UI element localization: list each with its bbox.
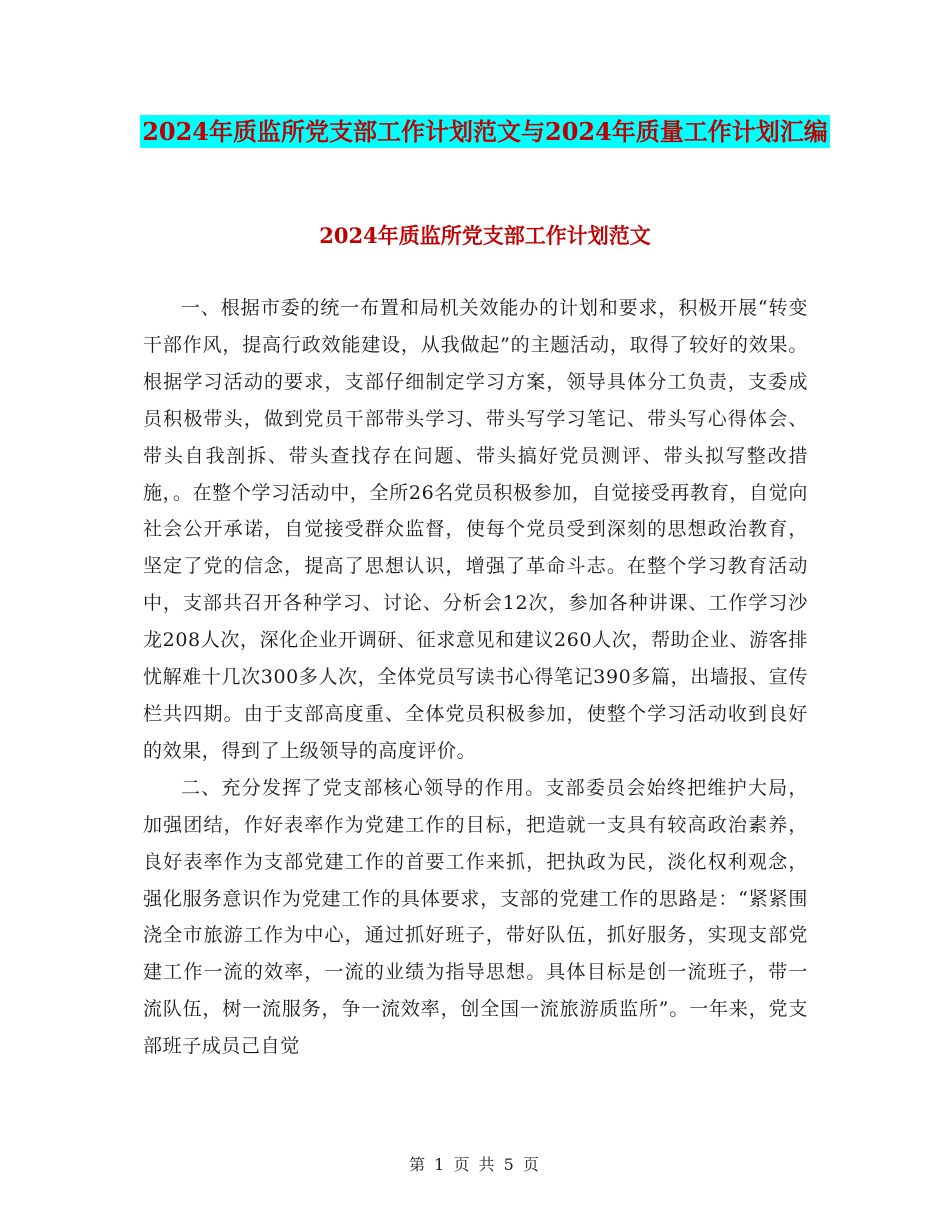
title-highlight: 2024年质监所党支部工作计划范文与2024年质量工作计划汇编 <box>142 117 828 146</box>
section-title: 2024年质监所党支部工作计划范文 <box>319 223 651 248</box>
body-text <box>143 290 808 1065</box>
page-footer: 第 1 页 共 5 页 <box>409 1155 541 1174</box>
paragraph-2: 二、充分发挥了党支部核心领导的作用。支部委员会始终把维护大局，加强团结，作好表率作为党建工作的目标，把造就一支具有较高政治素养，良好表率作为支部党建工作的首要工作来抓，把执政为民，淡化权利观念，强化服务意识作为党建工作的具体要求，支部的党建工作的思路是：“紧紧围浇全市旅游工作为中心，通过抓好班子，带好队伍，抓好服务，实现支部党建工作一流的效率，一流的业绩为指导思想。具体目标是创一流班子，带一流队伍，树一流服务，争一流效率，创全国一流旅游质监所”。一年来，党支部班子成员己自觉 <box>143 776 808 1058</box>
document-title <box>140 111 830 153</box>
paragraph-1: 一、根据市委的统一布置和局机关效能办的计划和要求，积极开展“转变干部作风，提高行政效能建设，从我做起”的主题活动，取得了较好的效果。根据学习活动的要求，支部仔细制定学习方案，领导具体分工负责，支委成员积极带头，做到党员干部带头学习、带头写学习笔记、带头写心得体会、带头自我剖拆、带头查找存在问题、带头搞好党员测评、带头拟写整改措施，。在整个学习活动中，全所26名党员积极参加，自觉接受再教育，自觉向社会公开承诺，自觉接受群众监督，使每个党员受到深刻的思想政治教育，坚定了党的信念，提高了思想认识，增强了革命斗志。在整个学习教育活动中，支部共召开各种学习、讨论、分析会12次，参加各种讲课、工作学习沙龙208人次，深化企业开调研、征求意见和建议260人次，帮助企业、游客排忧解难十几次300多人次，全体党员写读书心得笔记390多篇，出墙报、宣传栏共四期。由于支部高度重、全体党员积极参加，使整个学习活动收到良好的效果，得到了上级领导的高度评价。 <box>143 297 808 762</box>
